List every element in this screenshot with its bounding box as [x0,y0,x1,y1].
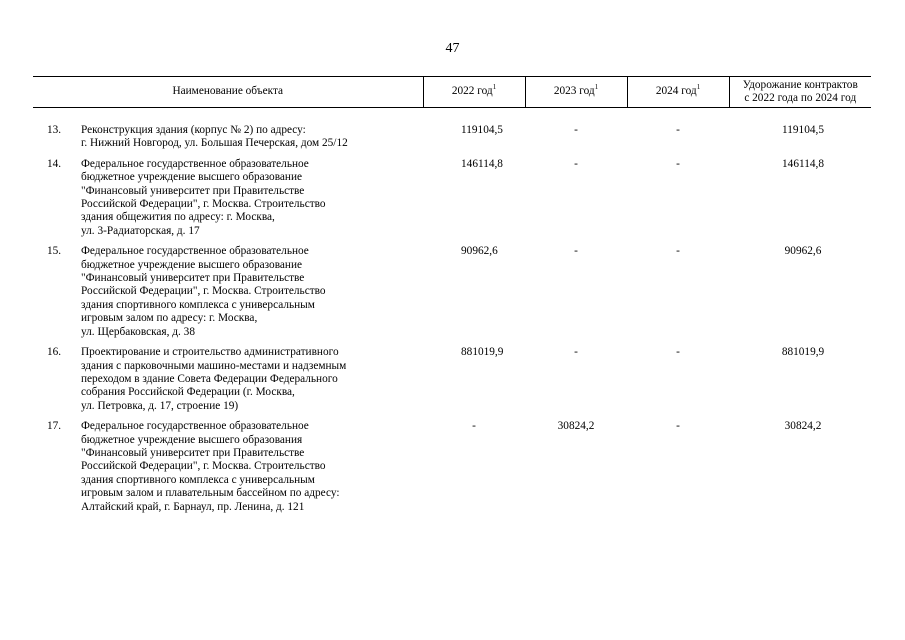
footnote-mark: 1 [696,83,701,92]
object-name [77,124,423,158]
table-row [33,124,871,158]
value-cost-increase: 30824,2 [784,420,822,433]
table-row [33,158,871,245]
object-name [77,346,423,420]
object-name-line: ул. Щербаковская, д. 38 [81,325,195,338]
object-name-line: Российской Федерации", г. Москва. Строительство [81,285,326,298]
object-name [77,245,423,346]
header-cost-increase-line1: Удорожание контрактов [742,78,858,91]
value-2022: - [472,420,476,433]
value-cost-increase: 119104,5 [782,124,824,136]
contracts-table [33,76,871,521]
object-name-line: Российской Федерации", г. Москва. Строительство [81,460,326,473]
value-2022: 119104,5 [461,124,503,136]
row-number: 15. [47,245,62,258]
header-year-2022 [423,77,525,108]
object-name-line: "Финансовый университет при Правительстве [81,184,305,197]
object-name-line: бюджетное учреждение высшего образования [81,433,303,446]
object-name-line: ул. 3-Радиаторская, д. 17 [81,224,200,237]
value-2023: - [574,124,578,136]
object-name-line: ул. Петровка, д. 17, строение 19) [81,399,239,412]
object-name-line: Проектирование и строительство административного [81,346,339,359]
object-name-line: Реконструкция здания (корпус № 2) по адресу: [81,124,306,136]
object-name-line: здания спортивного комплекса с универсальным [81,298,315,311]
page-number: 47 [445,41,460,56]
value-cost-increase: 90962,6 [784,245,822,258]
value-2022: 146114,8 [461,157,503,170]
object-name-line: здания с парковочными машино-местами и надземным [81,359,347,372]
object-name-line: переходом в здание Совета Федерации Федерального [81,372,338,385]
value-2022: 881019,9 [461,346,504,359]
object-name-line: бюджетное учреждение высшего образование [81,258,303,271]
value-2024: - [676,420,680,433]
row-number: 13. [47,124,62,136]
footnote-mark: 1 [492,83,497,92]
object-name-line: Федеральное государственное образовательное [81,157,309,170]
table-row [33,346,871,420]
value-2023: - [574,245,578,258]
value-2022: 90962,6 [461,245,498,258]
value-2023: 30824,2 [557,420,595,433]
object-name-line: собрания Российской Федерации (г. Москва, [81,386,295,399]
object-name-line: "Финансовый университет при Правительстве [81,446,305,459]
object-name-line: Федеральное государственное образовательное [81,245,309,258]
header-object-name [33,77,423,108]
object-name-line: игровым залом по адресу: г. Москва, [81,312,258,325]
value-2024: - [676,124,680,136]
object-name-line: Федеральное государственное образовательное [81,420,309,433]
header-object-name-label: Наименование объекта [172,85,284,98]
object-name-line: "Финансовый университет при Правительстве [81,272,305,285]
object-name-line: бюджетное учреждение высшего образование [81,171,303,184]
object-name [77,158,423,245]
object-name [77,420,423,521]
value-2024: - [676,157,680,170]
header-year-2023 [525,77,627,108]
object-name-line: здания спортивного комплекса с универсальным [81,473,315,486]
header-cost-increase-line2: с 2022 года по 2024 год [744,92,857,104]
value-2024: - [676,245,680,258]
object-name-line: г. Нижний Новгород, ул. Большая Печерская, дом 25/12 [81,137,348,150]
value-cost-increase: 881019,9 [781,346,825,359]
row-number: 16. [47,346,62,359]
row-number: 17. [47,420,62,433]
value-2023: - [574,157,578,170]
object-name-line: Российской Федерации", г. Москва. Строительство [81,198,326,211]
header-year-2023-label: 2023 год [553,85,595,98]
object-name-line: здания общежития по адресу: г. Москва, [81,211,275,224]
header-year-2024-label: 2024 год [655,85,697,98]
value-2024: - [676,346,680,359]
header-year-2024 [627,77,729,108]
footnote-mark: 1 [594,83,599,92]
row-number: 14. [47,157,62,170]
header-cost-increase [729,77,871,108]
value-2023: - [574,346,578,359]
table-row [33,420,871,521]
value-cost-increase: 146114,8 [782,157,824,170]
header-year-2022-label: 2022 год [451,85,493,98]
table-row [33,245,871,346]
object-name-line: игровым залом и плавательным бассейном по адресу: [81,487,340,500]
object-name-line: Алтайский край, г. Барнаул, пр. Ленина, д. 121 [81,500,305,513]
table-header-row [33,77,871,108]
